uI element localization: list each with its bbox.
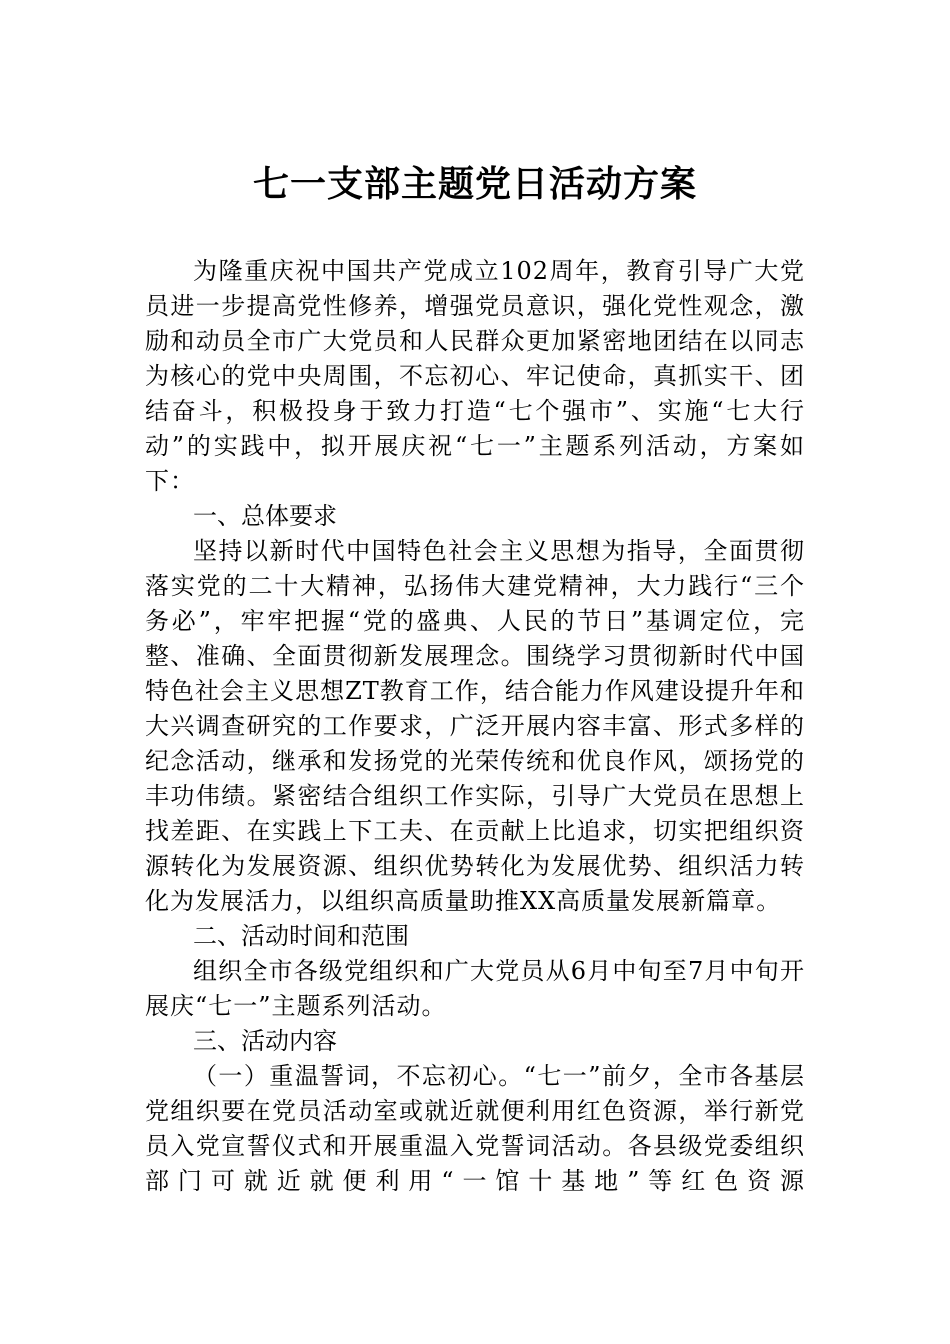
section-1-heading: 一、总体要求 bbox=[193, 502, 337, 530]
section-2-heading: 二、活动时间和范围 bbox=[193, 922, 409, 950]
document-body bbox=[145, 254, 805, 1199]
section-2-paragraph: 组织全市各级党组织和广大党员从6月中旬至7月中旬开展庆“七一”主题系列活动。 bbox=[145, 957, 805, 1020]
section-3-paragraph: （一）重温誓词，不忘初心。“七一”前夕，全市各基层党组织要在党员活动室或就近就便利用红色资源，举行新党员入党宣誓仪式和开展重温入党誓词活动。各县级党委组织部门可就近就便利用“一馆十基地”等红色资源 bbox=[145, 1062, 805, 1195]
intro-paragraph: 为隆重庆祝中国共产党成立102周年，教育引导广大党员进一步提高党性修养，增强党员意识，强化党性观念，激励和动员全市广大党员和人民群众更加紧密地团结在以同志为核心的党中央周围，不忘初心、牢记使命，真抓实干、团结奋斗，积极投身于致力打造“七个强市”、实施“七大行动”的实践中，拟开展庆祝“七一”主题系列活动，方案如下： bbox=[145, 257, 805, 495]
document-title: 七一支部主题党日活动方案 bbox=[252, 163, 697, 205]
section-3-heading: 三、活动内容 bbox=[193, 1027, 337, 1055]
section-1-paragraph: 坚持以新时代中国特色社会主义思想为指导，全面贯彻落实党的二十大精神，弘扬伟大建党精神，大力践行“三个务必”，牢牢把握“党的盛典、人民的节日”基调定位，完整、准确、全面贯彻新发展理念。围绕学习贯彻新时代中国特色社会主义思想ZT教育工作，结合能力作风建设提升年和大兴调查研究的工作要求，广泛开展内容丰富、形式多样的纪念活动，继承和发扬党的光荣传统和优良作风，颂扬党的丰功伟绩。紧密结合组织工作实际，引导广大党员在思想上找差距、在实践上下工夫、在贡献上比追求，切实把组织资源转化为发展资源、组织优势转化为发展优势、组织活力转化为发展活力，以组织高质量助推XX高质量发展新篇章。 bbox=[145, 537, 805, 915]
